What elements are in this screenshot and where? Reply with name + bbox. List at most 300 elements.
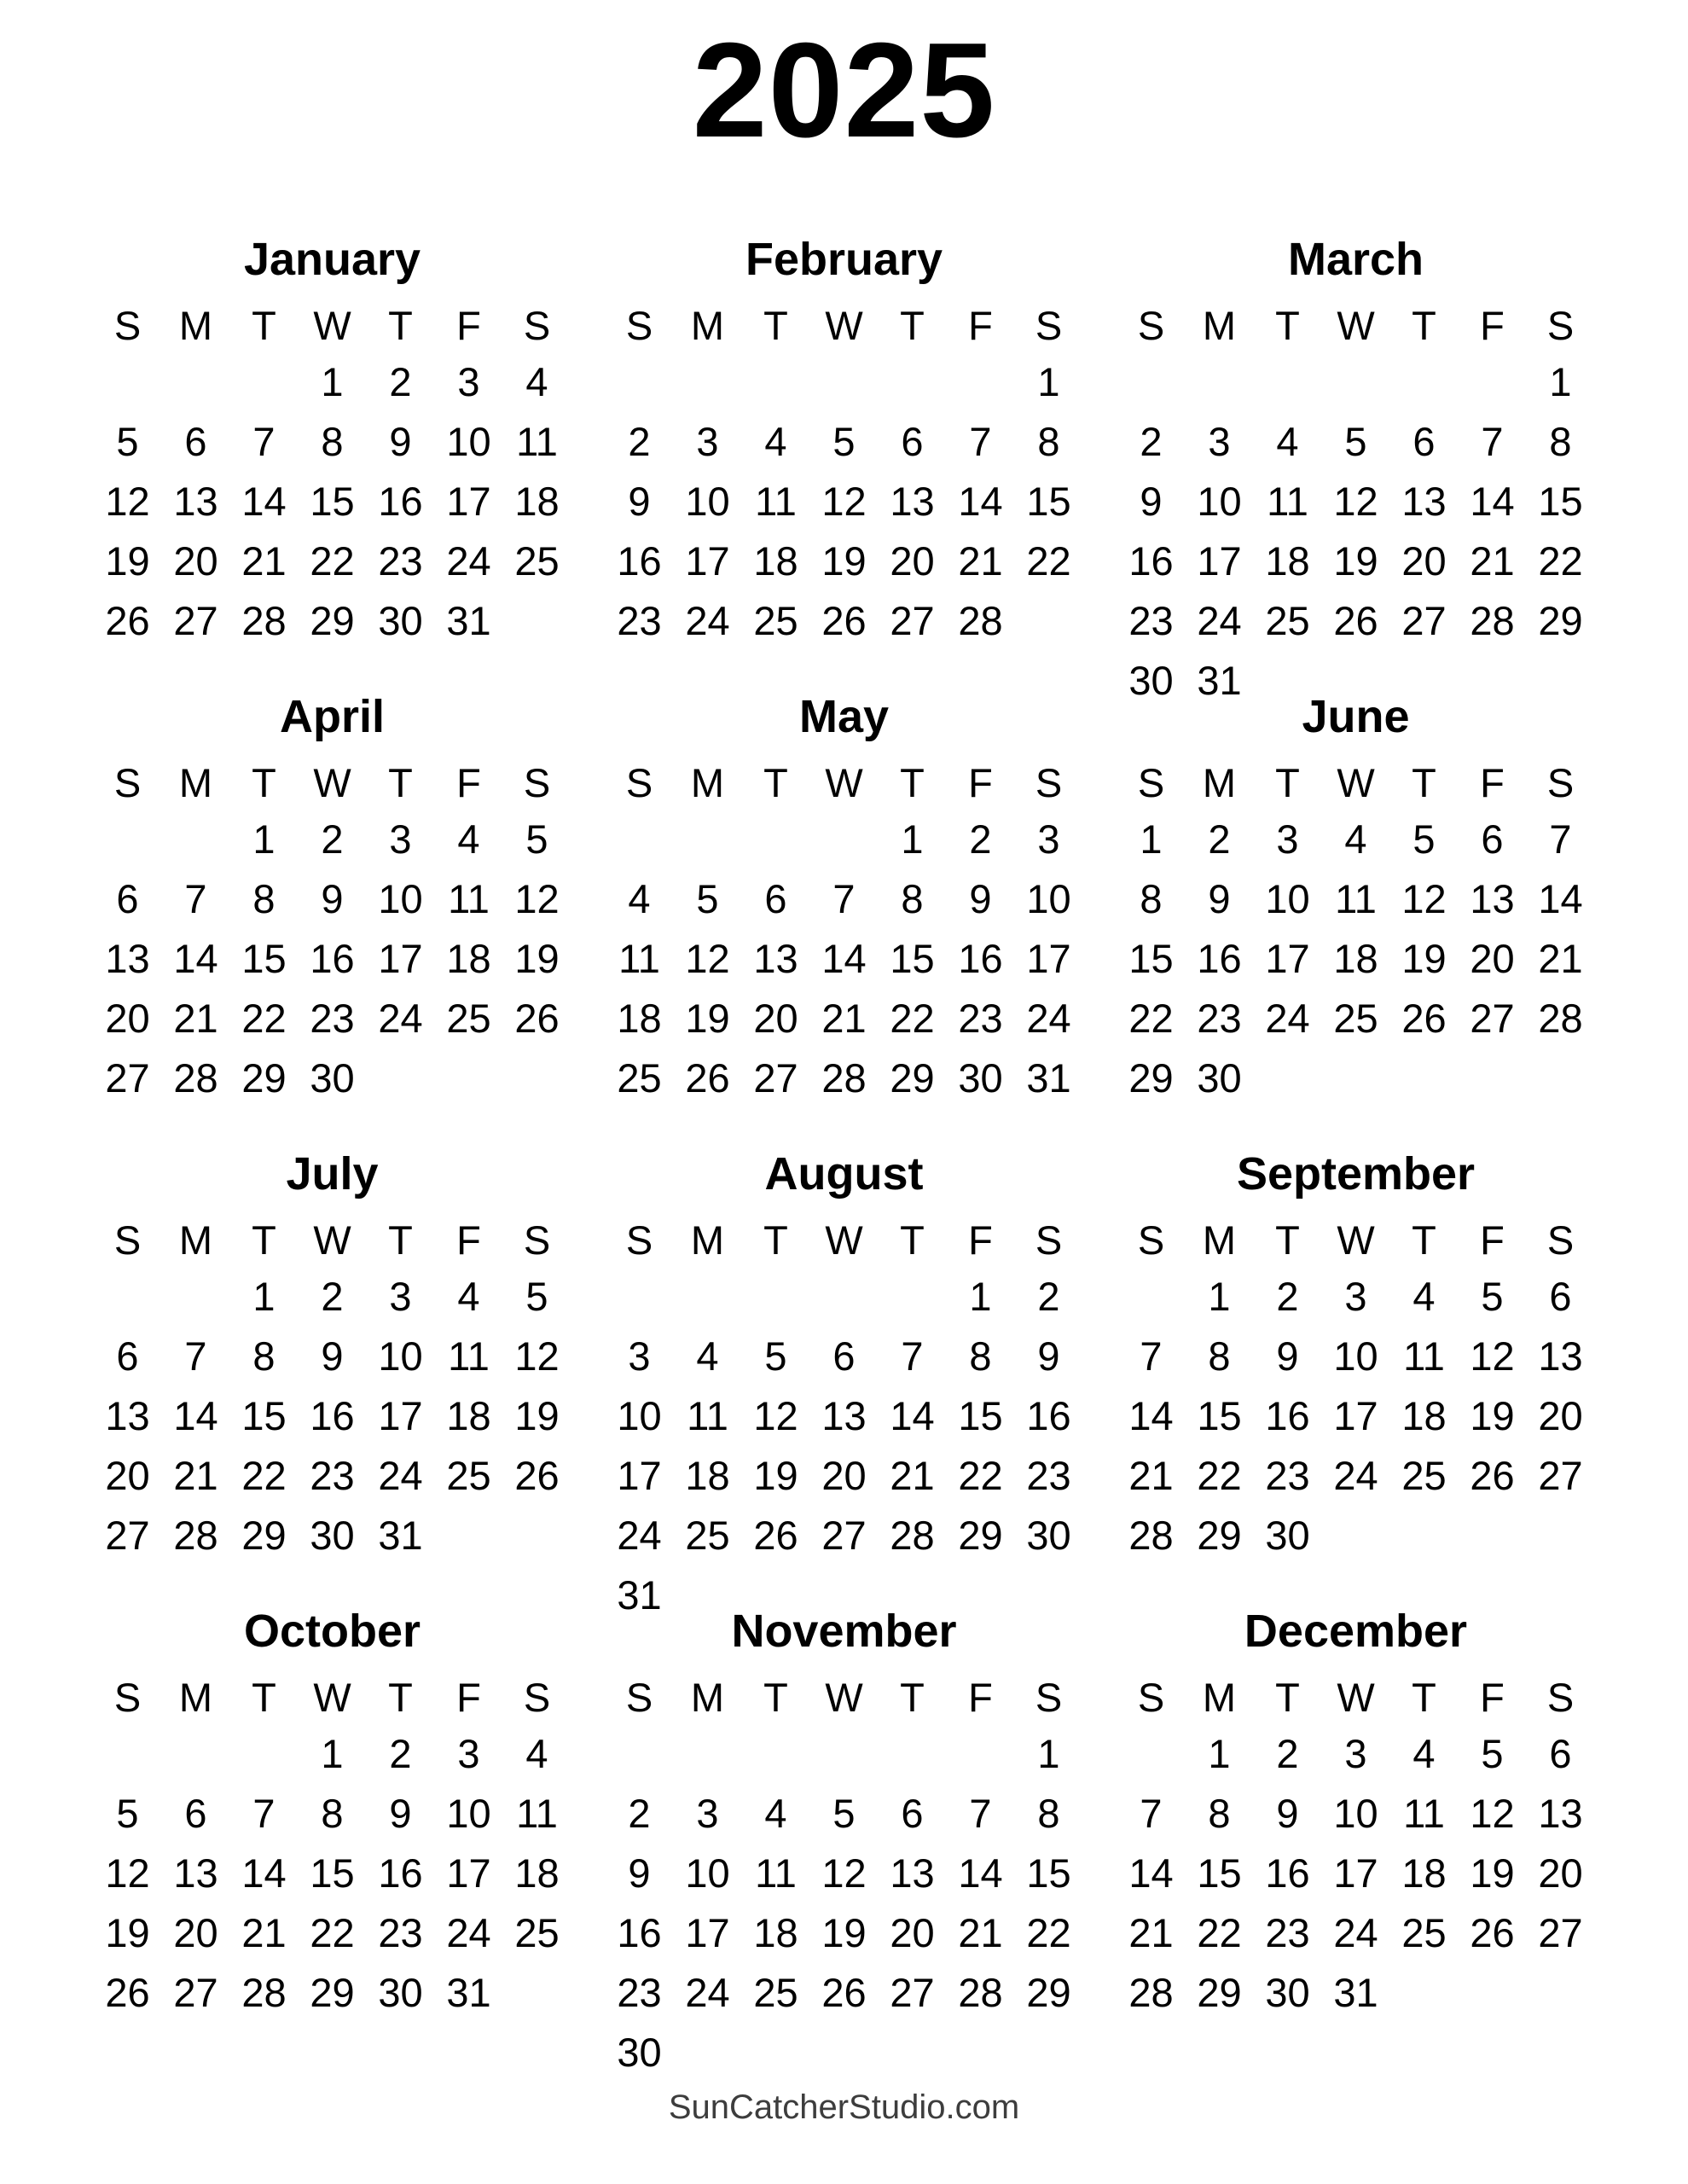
month-april [94, 677, 571, 1135]
day-cell: 5 [525, 1273, 548, 1319]
day-cell: 22 [890, 995, 935, 1041]
day-cell-empty [1186, 351, 1254, 411]
day-cell-empty [503, 1962, 571, 2022]
day-cell: 15 [1197, 1850, 1242, 1896]
day-cell: 23 [958, 995, 1003, 1041]
day-cell-empty [503, 1505, 571, 1565]
week-row [1117, 1723, 1595, 1783]
weekday-header: T [252, 302, 276, 348]
weekday-header: M [690, 1674, 725, 1720]
day-cell: 30 [310, 1054, 355, 1101]
day-cell: 10 [1333, 1790, 1378, 1836]
weekday-header: W [313, 759, 351, 805]
day-cell: 22 [1197, 1452, 1242, 1498]
day-cell-empty [674, 351, 742, 411]
day-cell-empty [1322, 1048, 1390, 1107]
month-title: June [1302, 691, 1410, 742]
day-cell-empty [94, 351, 162, 411]
day-cell: 27 [1538, 1452, 1583, 1498]
day-cell: 31 [378, 1512, 423, 1558]
day-cell: 7 [252, 418, 276, 464]
day-cell: 3 [696, 1790, 719, 1836]
day-cell: 14 [958, 1850, 1003, 1896]
day-cell: 12 [105, 478, 150, 524]
weekday-header: T [1412, 759, 1436, 805]
site-footer-text: SunCatcherStudio.com [668, 2088, 1020, 2126]
weekday-header: F [456, 1674, 481, 1720]
day-cell: 24 [1026, 995, 1071, 1041]
day-cell-empty [162, 809, 230, 868]
day-cell-empty [1117, 351, 1186, 411]
day-cell: 12 [514, 875, 560, 921]
day-cell-empty [674, 2022, 742, 2082]
day-cell: 7 [1549, 816, 1572, 862]
month-title: October [243, 1606, 421, 1657]
weekday-header: S [1137, 1674, 1165, 1720]
day-cell: 27 [753, 1054, 798, 1101]
day-cell: 24 [1265, 995, 1310, 1041]
week-row [1117, 471, 1595, 531]
day-cell: 9 [628, 1850, 651, 1896]
day-cell-empty [606, 1723, 674, 1783]
weekday-header: S [625, 1217, 653, 1263]
weekday-header: S [523, 302, 551, 348]
weekday-header: M [690, 302, 725, 348]
week-row [606, 590, 1083, 650]
week-row [606, 988, 1083, 1048]
day-cell: 22 [241, 1452, 287, 1498]
day-cell: 2 [1276, 1273, 1299, 1319]
week-row [1117, 1266, 1595, 1326]
day-cell: 16 [378, 1850, 423, 1896]
day-cell: 28 [958, 1969, 1003, 2015]
day-cell-empty [503, 590, 571, 650]
week-row [94, 928, 571, 988]
day-cell: 18 [446, 935, 491, 981]
week-row [606, 1723, 1083, 1783]
day-cell-empty [1459, 1505, 1527, 1565]
weekday-header: T [252, 1674, 276, 1720]
day-cell: 20 [821, 1452, 867, 1498]
day-cell: 16 [310, 935, 355, 981]
weekday-header: S [1035, 1674, 1063, 1720]
day-cell: 19 [514, 1392, 560, 1438]
day-cell: 15 [1026, 478, 1071, 524]
day-cell-empty [1527, 1048, 1595, 1107]
weekday-header: S [1035, 1217, 1063, 1263]
day-cell-empty [606, 1266, 674, 1326]
week-row [94, 1445, 571, 1505]
day-cell: 10 [685, 478, 730, 524]
month-october [94, 1592, 571, 2049]
day-cell: 13 [890, 1850, 935, 1896]
day-cell: 3 [1208, 418, 1231, 464]
day-cell: 8 [252, 875, 276, 921]
day-cell: 7 [969, 418, 992, 464]
day-cell: 8 [321, 1790, 344, 1836]
day-cell: 24 [685, 597, 730, 643]
day-cell: 15 [241, 1392, 287, 1438]
month-title: August [764, 1148, 924, 1199]
day-cell: 2 [389, 1730, 412, 1776]
day-cell: 3 [457, 358, 480, 404]
week-row [94, 471, 571, 531]
day-cell-empty [1117, 1723, 1186, 1783]
day-cell: 16 [1128, 537, 1174, 584]
day-cell: 19 [1470, 1392, 1515, 1438]
day-cell: 9 [1276, 1333, 1299, 1379]
day-cell: 20 [1401, 537, 1447, 584]
day-cell: 7 [1140, 1333, 1163, 1379]
day-cell-empty [435, 1048, 503, 1107]
weekday-header: T [1275, 1217, 1300, 1263]
month-september [1117, 1135, 1595, 1592]
week-row [1117, 1505, 1595, 1565]
day-cell: 17 [685, 1909, 730, 1955]
day-cell: 23 [1265, 1452, 1310, 1498]
day-cell: 16 [958, 935, 1003, 981]
day-cell: 18 [753, 1909, 798, 1955]
day-cell: 5 [1481, 1730, 1504, 1776]
day-cell: 2 [628, 1790, 651, 1836]
day-cell: 15 [1026, 1850, 1071, 1896]
weekday-header: T [388, 759, 413, 805]
day-cell: 12 [1333, 478, 1378, 524]
day-cell: 13 [1470, 875, 1515, 921]
day-cell: 19 [514, 935, 560, 981]
day-cell: 29 [958, 1512, 1003, 1558]
day-cell: 10 [378, 1333, 423, 1379]
day-cell: 25 [753, 597, 798, 643]
day-cell: 28 [241, 597, 287, 643]
day-cell: 4 [1412, 1730, 1436, 1776]
day-cell: 11 [516, 1790, 558, 1836]
day-cell-empty [162, 351, 230, 411]
day-cell: 30 [310, 1512, 355, 1558]
weekday-header: F [456, 302, 481, 348]
week-row [94, 411, 571, 471]
day-cell: 16 [617, 1909, 662, 1955]
week-row [606, 1048, 1083, 1107]
day-cell: 23 [617, 597, 662, 643]
day-cell: 11 [755, 478, 797, 524]
day-cell: 5 [116, 418, 139, 464]
weekday-header: S [113, 302, 142, 348]
day-cell: 25 [617, 1054, 662, 1101]
day-cell: 6 [764, 875, 787, 921]
day-cell: 10 [1026, 875, 1071, 921]
day-cell: 23 [378, 1909, 423, 1955]
day-cell: 24 [378, 1452, 423, 1498]
day-cell: 11 [448, 875, 490, 921]
weekday-header: S [523, 759, 551, 805]
day-cell: 17 [617, 1452, 662, 1498]
week-row [606, 411, 1083, 471]
day-cell: 31 [1333, 1969, 1378, 2015]
weekday-header: S [625, 302, 653, 348]
day-cell: 6 [184, 1790, 207, 1836]
day-cell: 21 [958, 1909, 1003, 1955]
week-row [1117, 928, 1595, 988]
day-cell: 29 [1026, 1969, 1071, 2015]
weekday-header-row [94, 1213, 571, 1266]
day-cell: 18 [1333, 935, 1378, 981]
week-row [606, 1783, 1083, 1843]
month-grid [94, 299, 571, 650]
day-cell: 4 [628, 875, 651, 921]
day-cell-empty [742, 1266, 810, 1326]
day-cell-empty [1390, 351, 1459, 411]
weekday-header: W [825, 1674, 863, 1720]
weekday-header: T [1412, 302, 1436, 348]
day-cell: 13 [1538, 1333, 1583, 1379]
day-cell: 9 [1140, 478, 1163, 524]
day-cell: 28 [1538, 995, 1583, 1041]
weekday-header-row [606, 1213, 1083, 1266]
month-november [606, 1592, 1083, 2075]
weekday-header: T [900, 759, 925, 805]
day-cell: 26 [1470, 1452, 1515, 1498]
weekday-header: F [1480, 759, 1505, 805]
day-cell: 29 [1197, 1512, 1242, 1558]
day-cell-empty [1527, 1962, 1595, 2022]
day-cell: 11 [618, 935, 660, 981]
month-grid [94, 756, 571, 1107]
month-grid [606, 299, 1083, 650]
day-cell: 25 [514, 1909, 560, 1955]
month-may [606, 677, 1083, 1135]
weekday-header: W [825, 1217, 863, 1263]
weekday-header: T [763, 1674, 788, 1720]
day-cell: 3 [1276, 816, 1299, 862]
week-row [94, 531, 571, 590]
day-cell: 24 [446, 537, 491, 584]
day-cell-empty [1015, 590, 1083, 650]
day-cell: 7 [1481, 418, 1504, 464]
day-cell: 26 [514, 1452, 560, 1498]
month-title: September [1236, 1148, 1476, 1199]
weekday-header: M [178, 759, 213, 805]
weekday-header: F [968, 1674, 993, 1720]
weekday-header-row [1117, 1670, 1595, 1723]
day-cell: 22 [1026, 537, 1071, 584]
day-cell: 21 [173, 1452, 218, 1498]
day-cell-empty [606, 809, 674, 868]
day-cell: 8 [969, 1333, 992, 1379]
day-cell: 16 [1197, 935, 1242, 981]
day-cell-empty [947, 2022, 1015, 2082]
weekday-header: M [1202, 759, 1237, 805]
day-cell-empty [674, 1266, 742, 1326]
day-cell: 29 [310, 597, 355, 643]
weekday-header: S [625, 759, 653, 805]
day-cell-empty [879, 351, 947, 411]
day-cell: 3 [1344, 1273, 1367, 1319]
day-cell: 17 [1197, 537, 1242, 584]
day-cell: 30 [958, 1054, 1003, 1101]
day-cell: 15 [958, 1392, 1003, 1438]
day-cell: 23 [1128, 597, 1174, 643]
week-row [606, 868, 1083, 928]
month-title: April [279, 691, 385, 742]
day-cell: 5 [832, 418, 856, 464]
week-row [94, 1505, 571, 1565]
day-cell: 26 [1401, 995, 1447, 1041]
day-cell: 28 [958, 597, 1003, 643]
day-cell: 22 [1026, 1909, 1071, 1955]
day-cell: 14 [1128, 1850, 1174, 1896]
day-cell-empty [1390, 1505, 1459, 1565]
day-cell: 1 [1037, 1730, 1060, 1776]
weekday-header: T [763, 1217, 788, 1263]
month-grid [606, 756, 1083, 1107]
weekday-header: S [1546, 759, 1575, 805]
day-cell: 1 [1208, 1273, 1231, 1319]
day-cell: 28 [1128, 1512, 1174, 1558]
weekday-header: M [1202, 302, 1237, 348]
day-cell: 13 [173, 1850, 218, 1896]
day-cell: 7 [969, 1790, 992, 1836]
day-cell: 30 [1265, 1969, 1310, 2015]
day-cell: 10 [1265, 875, 1310, 921]
day-cell: 1 [321, 358, 344, 404]
month-grid [94, 1670, 571, 2022]
weekday-header: T [388, 302, 413, 348]
day-cell: 12 [105, 1850, 150, 1896]
day-cell: 26 [685, 1054, 730, 1101]
day-cell: 30 [378, 597, 423, 643]
day-cell-empty [435, 1505, 503, 1565]
day-cell-empty [162, 1266, 230, 1326]
day-cell: 4 [525, 358, 548, 404]
day-cell: 6 [116, 875, 139, 921]
day-cell-empty [94, 1723, 162, 1783]
day-cell: 28 [173, 1512, 218, 1558]
day-cell: 21 [241, 1909, 287, 1955]
day-cell-empty [879, 2022, 947, 2082]
day-cell: 30 [1128, 657, 1174, 703]
day-cell: 1 [1140, 816, 1163, 862]
weekday-header: W [1337, 1674, 1375, 1720]
week-row [94, 1902, 571, 1962]
day-cell: 20 [105, 1452, 150, 1498]
day-cell: 26 [105, 597, 150, 643]
weekday-header: F [456, 759, 481, 805]
week-row [1117, 1385, 1595, 1445]
day-cell: 9 [321, 875, 344, 921]
week-row [94, 1843, 571, 1902]
day-cell: 18 [446, 1392, 491, 1438]
month-grid [1117, 1670, 1595, 2022]
day-cell: 27 [821, 1512, 867, 1558]
day-cell: 7 [184, 1333, 207, 1379]
week-row [606, 1505, 1083, 1565]
day-cell-empty [742, 2022, 810, 2082]
day-cell: 8 [321, 418, 344, 464]
month-june [1117, 677, 1595, 1135]
day-cell: 5 [116, 1790, 139, 1836]
day-cell: 1 [1037, 358, 1060, 404]
day-cell: 18 [1265, 537, 1310, 584]
weekday-header: M [690, 759, 725, 805]
day-cell: 2 [321, 816, 344, 862]
week-row [606, 531, 1083, 590]
day-cell: 13 [753, 935, 798, 981]
day-cell: 14 [821, 935, 867, 981]
day-cell-empty [94, 1266, 162, 1326]
day-cell: 12 [1401, 875, 1447, 921]
day-cell: 13 [821, 1392, 867, 1438]
day-cell: 26 [753, 1512, 798, 1558]
day-cell: 12 [514, 1333, 560, 1379]
week-row [606, 1843, 1083, 1902]
day-cell-empty [1527, 1505, 1595, 1565]
weekday-header: T [252, 759, 276, 805]
day-cell: 15 [1128, 935, 1174, 981]
day-cell: 11 [1403, 1333, 1445, 1379]
weekday-header: M [178, 1217, 213, 1263]
weekday-header-row [606, 1670, 1083, 1723]
day-cell: 19 [821, 537, 867, 584]
day-cell: 18 [514, 1850, 560, 1896]
day-cell-empty [94, 809, 162, 868]
day-cell: 21 [958, 537, 1003, 584]
day-cell: 28 [241, 1969, 287, 2015]
day-cell: 13 [1538, 1790, 1583, 1836]
weekday-header: S [523, 1674, 551, 1720]
day-cell: 5 [832, 1790, 856, 1836]
day-cell: 8 [1549, 418, 1572, 464]
day-cell: 15 [310, 1850, 355, 1896]
day-cell: 22 [1128, 995, 1174, 1041]
day-cell: 17 [378, 1392, 423, 1438]
month-grid [606, 1670, 1083, 2082]
day-cell: 2 [1276, 1730, 1299, 1776]
day-cell: 24 [1333, 1909, 1378, 1955]
day-cell: 25 [446, 995, 491, 1041]
month-grid [606, 1213, 1083, 1624]
day-cell: 4 [457, 816, 480, 862]
week-row [606, 1445, 1083, 1505]
day-cell: 4 [764, 418, 787, 464]
day-cell: 4 [1276, 418, 1299, 464]
day-cell: 23 [1026, 1452, 1071, 1498]
week-row [606, 1962, 1083, 2022]
day-cell: 6 [1549, 1273, 1572, 1319]
week-row [1117, 411, 1595, 471]
weekday-header-row [1117, 1213, 1595, 1266]
day-cell: 8 [252, 1333, 276, 1379]
day-cell: 19 [105, 1909, 150, 1955]
weekday-header: S [523, 1217, 551, 1263]
day-cell-empty [1459, 1962, 1527, 2022]
day-cell: 19 [821, 1909, 867, 1955]
day-cell: 28 [821, 1054, 867, 1101]
week-row [1117, 351, 1595, 411]
day-cell-empty [1390, 1962, 1459, 2022]
day-cell: 10 [446, 1790, 491, 1836]
week-row [606, 809, 1083, 868]
day-cell: 5 [696, 875, 719, 921]
week-row [94, 1723, 571, 1783]
weekday-header: S [1546, 1674, 1575, 1720]
day-cell-empty [674, 809, 742, 868]
day-cell: 11 [755, 1850, 797, 1896]
day-cell: 23 [1197, 995, 1242, 1041]
day-cell: 8 [1037, 1790, 1060, 1836]
day-cell: 5 [1481, 1273, 1504, 1319]
day-cell: 22 [241, 995, 287, 1041]
